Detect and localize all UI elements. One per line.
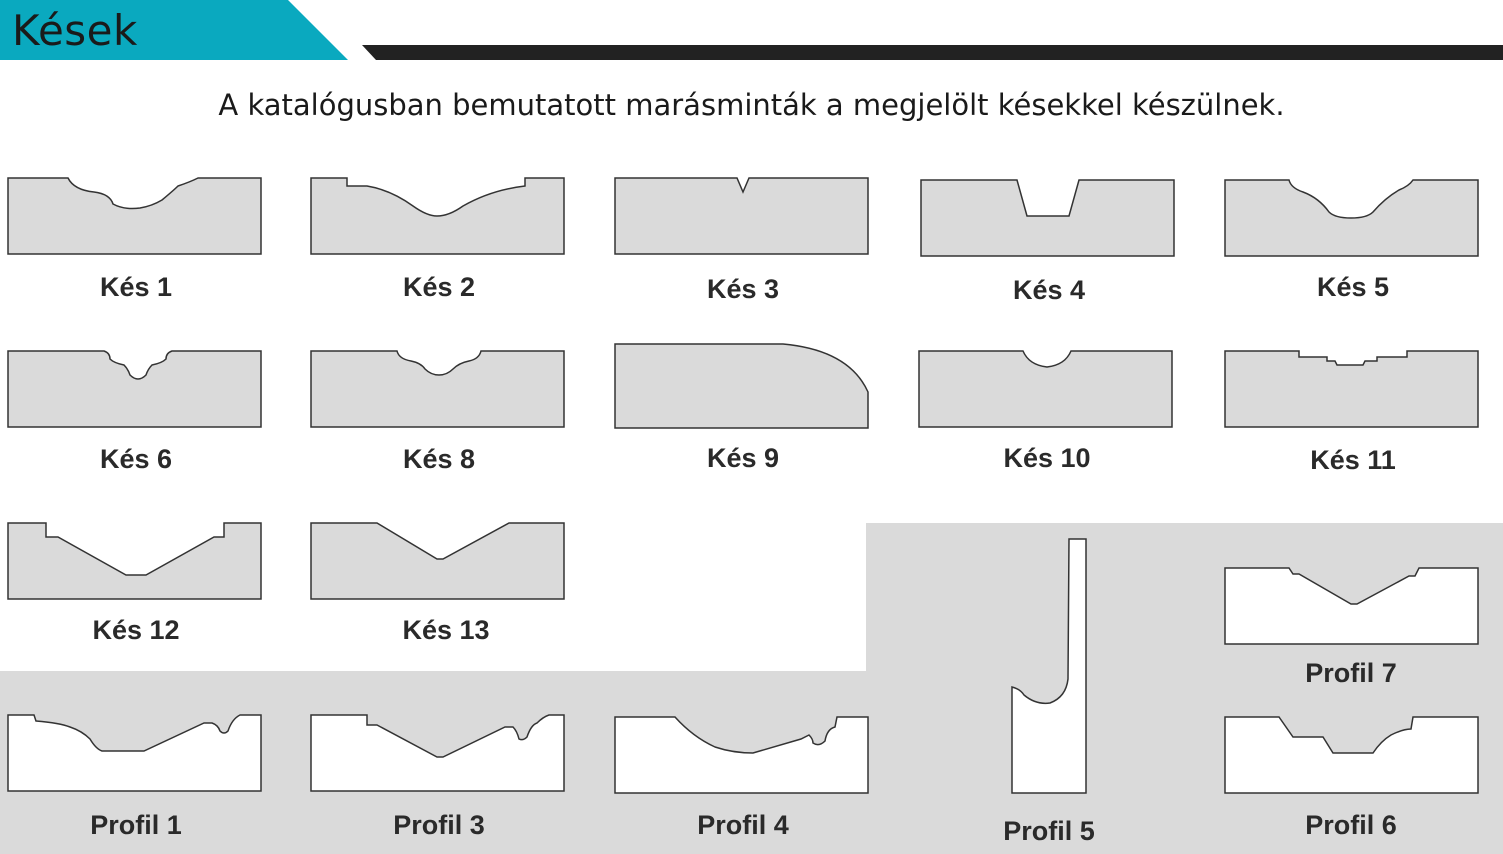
knife-1-profile: [6, 176, 266, 258]
knife-11-profile: [1223, 349, 1483, 431]
knife-4-profile: [919, 178, 1179, 260]
knife-10-profile: [917, 349, 1177, 431]
knife-5-profile: [1223, 178, 1483, 260]
knife-13-label: Kés 13: [402, 615, 490, 645]
page-title: Kések: [12, 6, 138, 55]
knife-1-label: Kés 1: [99, 272, 173, 302]
profile-3-shape: [309, 713, 569, 795]
knife-3-profile: [613, 176, 873, 258]
knife-3-label: Kés 3: [706, 274, 780, 304]
knife-4-label: Kés 4: [1012, 275, 1086, 305]
knife-10-label: Kés 10: [1003, 443, 1091, 473]
profile-4-shape: [613, 715, 873, 797]
header-banner: [0, 0, 1503, 64]
profile-1-label: Profil 1: [90, 810, 182, 840]
header-rule-bar: [362, 45, 1503, 60]
knife-6-profile: [6, 349, 266, 431]
knife-6-label: Kés 6: [99, 444, 173, 474]
profile-3-label: Profil 3: [393, 810, 485, 840]
profile-7-label: Profil 7: [1305, 658, 1397, 688]
knife-2-profile: [309, 176, 569, 258]
profile-7-shape: [1223, 566, 1483, 648]
profile-1-shape: [6, 713, 266, 795]
knife-5-label: Kés 5: [1316, 272, 1390, 302]
profile-4-label: Profil 4: [697, 810, 789, 840]
profile-6-shape: [1223, 715, 1483, 797]
knife-2-label: Kés 2: [402, 272, 476, 302]
knife-13-profile: [309, 521, 569, 603]
knife-9-profile: [613, 342, 873, 432]
knife-8-label: Kés 8: [402, 444, 476, 474]
profile-5-label: Profil 5: [1003, 816, 1095, 846]
catalog-note: A katalógusban bemutatott marásminták a megjelölt késekkel készülnek.: [218, 88, 1285, 122]
profile-6-label: Profil 6: [1305, 810, 1397, 840]
knife-11-label: Kés 11: [1310, 445, 1396, 475]
knife-9-label: Kés 9: [706, 443, 780, 473]
knife-12-profile: [6, 521, 266, 603]
knife-8-profile: [309, 349, 569, 431]
knife-12-label: Kés 12: [92, 615, 180, 645]
profile-5-shape: [1010, 537, 1090, 797]
